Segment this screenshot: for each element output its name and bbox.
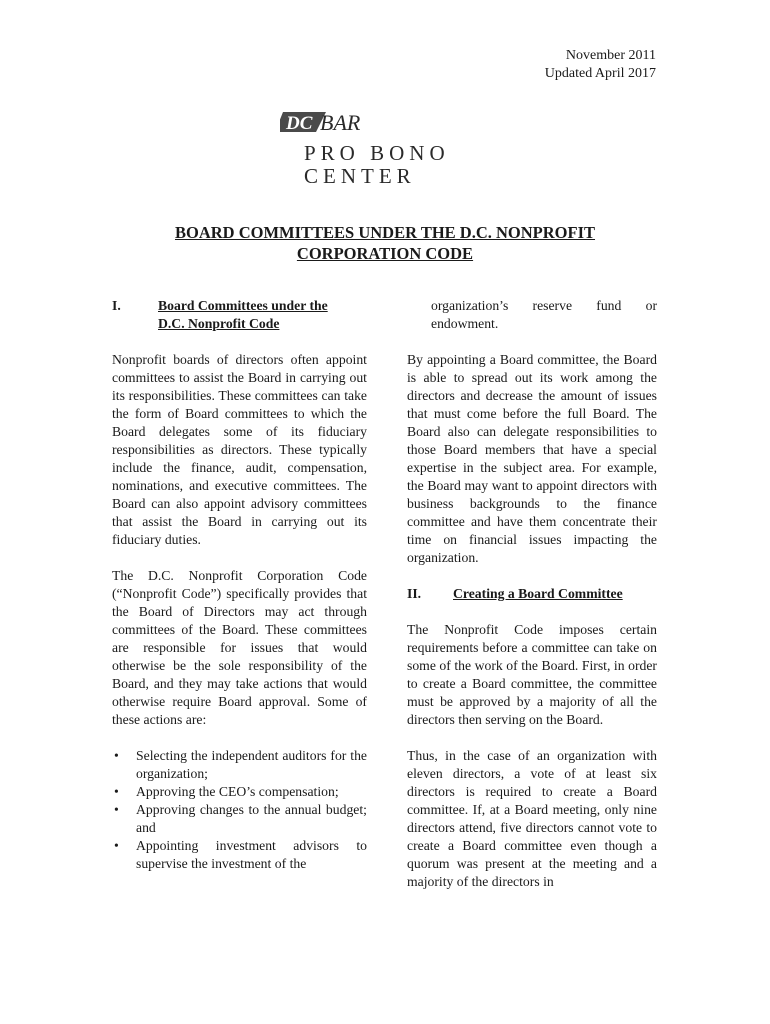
logo-line-pro-bono: PRO BONO — [304, 141, 450, 165]
section-2-number: II. — [407, 586, 422, 601]
logo-line-center: CENTER — [304, 164, 416, 188]
paragraph-nonprofit-code: The D.C. Nonprofit Corporation Code (“Nonprofit Code”) specifically provides that the Board of Directors may act through committees of the Board. These committees are responsible for issues that would otherwise be the sole responsibility of the Board, and they may take actions that would otherwise require Board approval. Some of these actions are: — [112, 568, 367, 727]
right-column — [407, 297, 657, 891]
updated-date: Updated April 2017 — [544, 66, 656, 81]
list-item: • Appointing investment advisors to supervise the investment of the — [114, 838, 367, 871]
section-2-heading-text: Creating a Board Committee — [453, 586, 623, 601]
bullet-icon: • — [114, 784, 119, 799]
document-title — [110, 222, 660, 264]
bullet-continuation: organization’s reserve fund or endowment. — [431, 298, 657, 331]
list-item: • Approving the CEO’s compensation; — [114, 784, 339, 799]
bullet-icon: • — [114, 802, 119, 817]
section-1-number: I. — [112, 298, 121, 313]
title-line-2: CORPORATION CODE — [296, 244, 474, 263]
original-date: November 2011 — [565, 48, 656, 63]
paragraph-appointing-committee: By appointing a Board committee, the Board is able to spread out its work among the directors and decrease the amount of issues that must come before the full Board. The Board also can delegate responsibilities to those Board members that have a special expertise in the subject area. For example, the Board may want to appoint directors with business backgrounds to the finance committee and have them concentrate their time on financial issues impacting the organization. — [407, 352, 657, 565]
list-item: • Approving changes to the annual budget; and — [114, 802, 367, 835]
paragraph-nonprofit-boards: Nonprofit boards of directors often appoint committees to assist the Board in carrying out its responsibilities. These committees can take the form of Board committees to which the Board delegates some of its fiduciary responsibilities as directors. These typically include the finance, audit, compensation, nominations, and executive committees. The Board can also appoint advisory committees that assist the Board in carrying out its fiduciary duties. — [112, 352, 367, 547]
section-1-heading-line-1: Board Committees under the — [158, 298, 328, 313]
title-line-1: BOARD COMMITTEES UNDER THE D.C. NONPROFIT — [174, 223, 596, 242]
logo-mark-dc: DC — [286, 113, 313, 134]
list-item: • Selecting the independent auditors for the organization; — [114, 748, 367, 781]
dc-bar-pro-bono-center-logo — [280, 108, 495, 188]
section-1-heading-line-2: D.C. Nonprofit Code — [158, 316, 280, 331]
bullet-icon: • — [114, 838, 119, 853]
section-2-heading — [407, 585, 657, 603]
paragraph-requirements: The Nonprofit Code imposes certain requirements before a committee can take on some of the work of the Board. First, in order to create a Board committee, the committee must be approved by a majority of all the directors then serving on the Board. — [407, 622, 657, 727]
left-column — [112, 297, 367, 873]
bullet-icon: • — [114, 748, 119, 763]
committee-actions-list — [112, 747, 367, 873]
paragraph-example-vote: Thus, in the case of an organization with eleven directors, a vote of at least six directors is required to create a Board committee. If, at a Board meeting, only nine directors attend, five directors cannot vote to create a Board committee even though a quorum was present at the meeting and a majority of the directors in — [407, 748, 657, 889]
date-block — [545, 47, 656, 83]
logo-mark-bar: BAR — [320, 110, 361, 135]
section-1-heading — [112, 297, 367, 333]
